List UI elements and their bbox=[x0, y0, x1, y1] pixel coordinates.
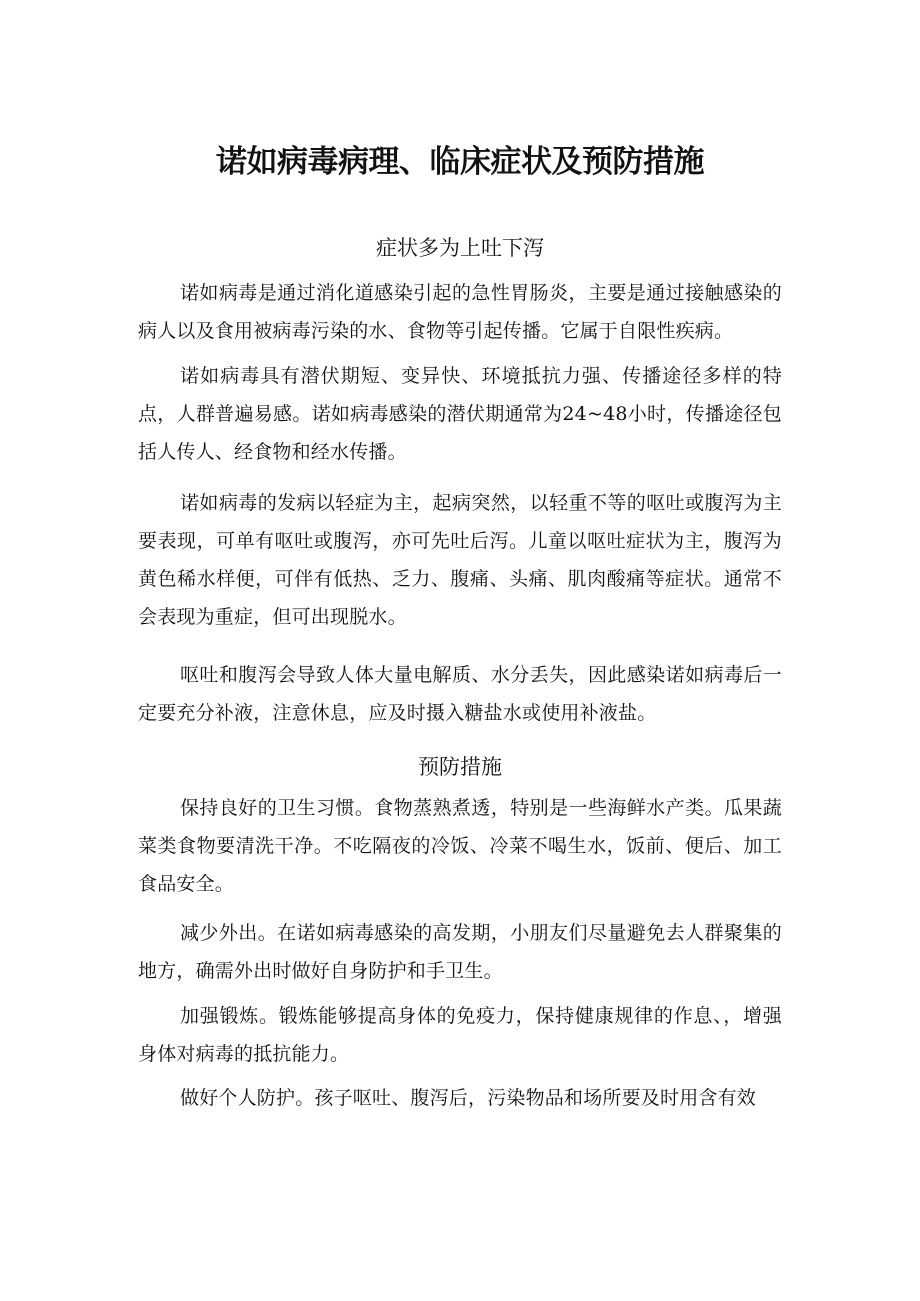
paragraph: 减少外出。在诺如病毒感染的高发期，小朋友们尽量避免去人群聚集的地方，确需外出时做好自身防护和手卫生。 bbox=[138, 922, 782, 982]
paragraph: 加强锻炼。锻炼能够提高身体的免疫力，保持健康规律的作息、，增强身体对病毒的抵抗能力。 bbox=[138, 1005, 782, 1065]
paragraph: 诺如病毒是通过消化道感染引起的急性胃肠炎，主要是通过接触感染的病人以及食用被病毒污染的水、食物等引起传播。它属于自限性疾病。 bbox=[138, 282, 782, 342]
paragraph: 做好个人防护。孩子呕吐、腹泻后，污染物品和场所要及时用含有效 bbox=[180, 1087, 757, 1109]
paragraph: 保持良好的卫生习惯。食物蒸熟煮透，特别是一些海鲜水产类。瓜果蔬菜类食物要清洗干净。不吃隔夜的冷饭、冷菜不喝生水，饭前、便后、加工食品安全。 bbox=[138, 797, 782, 895]
paragraph: 呕吐和腹泻会导致人体大量电解质、水分丢失，因此感染诺如病毒后一定要充分补液，注意休息，应及时摄入糖盐水或使用补液盐。 bbox=[138, 664, 782, 724]
document-title: 诺如病毒病理、临床症状及预防措施 bbox=[216, 144, 704, 180]
section-heading-symptoms: 症状多为上吐下泻 bbox=[376, 236, 544, 260]
paragraph: 诺如病毒的发病以轻症为主，起病突然，以轻重不等的呕吐或腹泻为主要表现，可单有呕吐或腹泻，亦可先吐后泻。儿童以呕吐症状为主，腹泻为黄色稀水样便，可伴有低热、乏力、腹痛、头痛、肌肉酸痛等症状。通常不会表现为重症，但可出现脱水。 bbox=[138, 492, 782, 628]
section-heading-prevention: 预防措施 bbox=[418, 755, 502, 779]
paragraph: 诺如病毒具有潜伏期短、变异快、环境抵抗力强、传播途径多样的特点，人群普遍易感。诺如病毒感染的潜伏期通常为24~48小时，传播途径包括人传人、经食物和经水传播。 bbox=[138, 365, 782, 463]
